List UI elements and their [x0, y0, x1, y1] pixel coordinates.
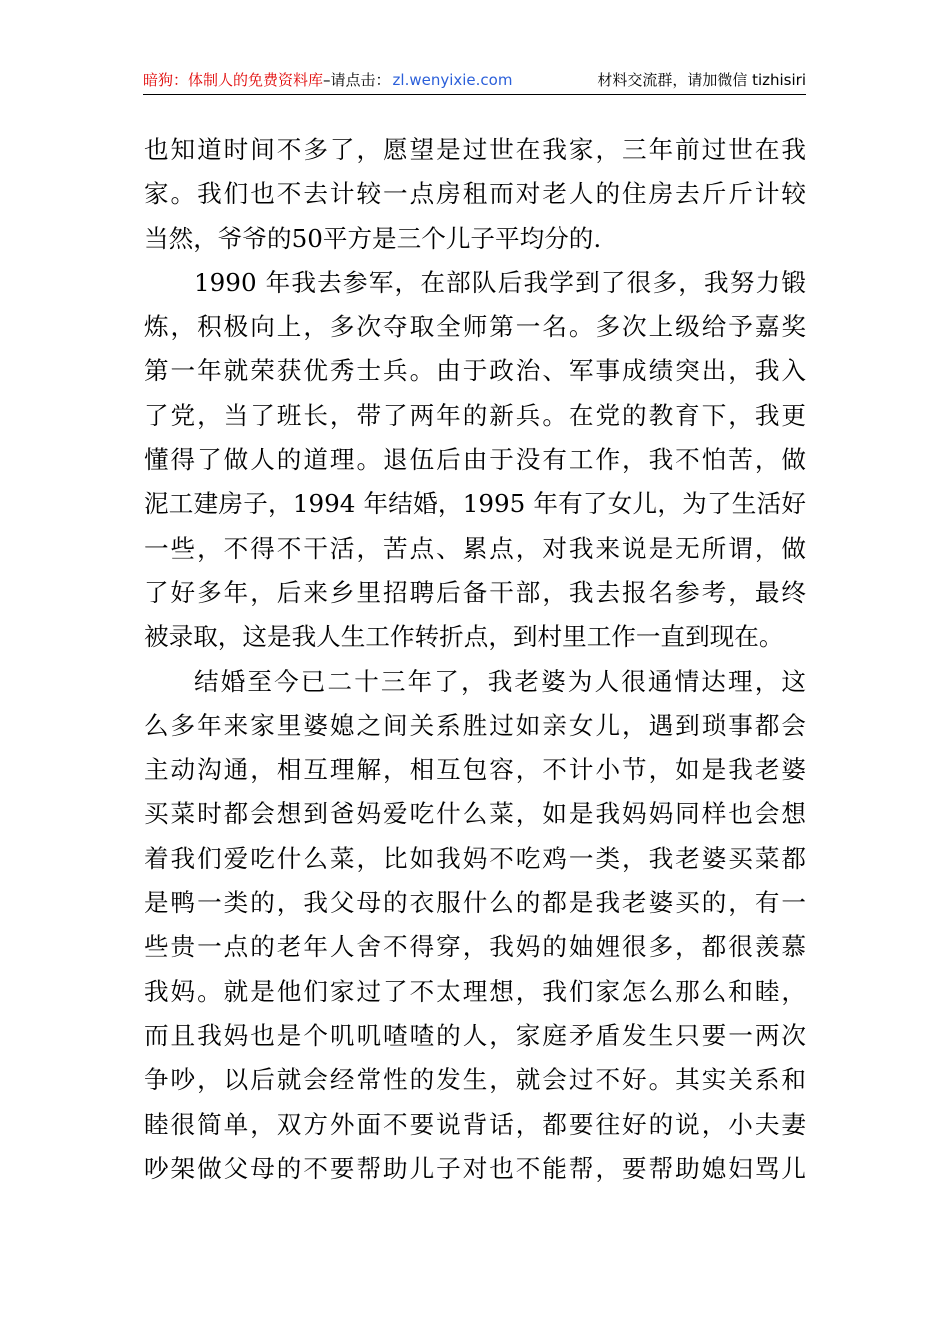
text-line: 买菜时都会想到爸妈爱吃什么菜，如是我妈妈同样也会想: [144, 799, 806, 829]
text-line: 着我们爱吃什么菜，比如我妈不吃鸡一类，我老婆买菜都: [144, 843, 806, 873]
text-line: 些贵一点的老年人舍不得穿，我妈的妯娌很多，都很羡慕: [144, 932, 806, 962]
text-line: 我妈。就是他们家过了不太理想，我们家怎么那么和睦，: [144, 976, 806, 1006]
header-left: [143, 66, 512, 94]
header-brand: 暗狗：体制人的免费资料库: [143, 71, 324, 89]
text-line: 泥工建房子，1994 年结婚，1995 年有了女儿，为了生活好: [144, 489, 806, 519]
text-line: 当然，爷爷的50平方是三个儿子平均分的.: [144, 223, 602, 253]
header-group-note: 材料交流群，请加微信 tizhisiri: [597, 71, 806, 89]
text-line: 了好多年，后来乡里招聘后备干部，我去报名参考，最终: [144, 577, 806, 607]
text-line: 了党，当了班长，带了两年的新兵。在党的教育下，我更: [144, 400, 806, 430]
text-line: 是鸭一类的，我父母的衣服什么的都是我老婆买的，有一: [144, 888, 806, 918]
text-line: 也知道时间不多了，愿望是过世在我家，三年前过世在我: [144, 135, 806, 164]
text-line: 吵架做父母的不要帮助儿子对也不能帮，要帮助媳妇骂儿: [144, 1153, 806, 1183]
text-line: 睦很简单，双方外面不要说背话，都要往好的说，小夫妻: [144, 1109, 806, 1139]
page-header: [143, 66, 806, 95]
text-line: 么多年来家里婆媳之间关系胜过如亲女儿，遇到琐事都会: [144, 710, 806, 740]
text-line: 而且我妈也是个叽叽喳喳的人，家庭矛盾发生只要一两次: [144, 1020, 806, 1050]
text-line: 1990 年我去参军，在部队后我学到了很多，我努力锻: [194, 267, 806, 297]
text-line: 第一年就荣获优秀士兵。由于政治、军事成绩突出，我入: [144, 356, 806, 386]
header-url-link[interactable]: zl.wenyixie.com: [392, 71, 513, 89]
text-line: 结婚至今已二十三年了，我老婆为人很通情达理，这: [194, 666, 806, 696]
text-line: 懂得了做人的道理。退伍后由于没有工作，我不怕苦，做: [144, 445, 806, 475]
text-line: 争吵，以后就会经常性的发生，就会过不好。其实关系和: [144, 1065, 806, 1095]
header-click-prompt: –请点击：: [323, 71, 391, 89]
text-line: 被录取，这是我人生工作转折点，到村里工作一直到现在。: [144, 622, 784, 652]
text-line: 家。我们也不去计较一点房租而对老人的住房去斤斤计较: [144, 179, 806, 209]
text-line: 主动沟通，相互理解，相互包容，不计小节，如是我老婆: [144, 755, 806, 785]
text-line: 一些，不得不干活，苦点、累点，对我来说是无所谓，做: [144, 533, 806, 563]
body-text: [144, 128, 806, 1191]
text-line: 炼，积极向上，多次夺取全师第一名。多次上级给予嘉奖: [144, 312, 806, 342]
